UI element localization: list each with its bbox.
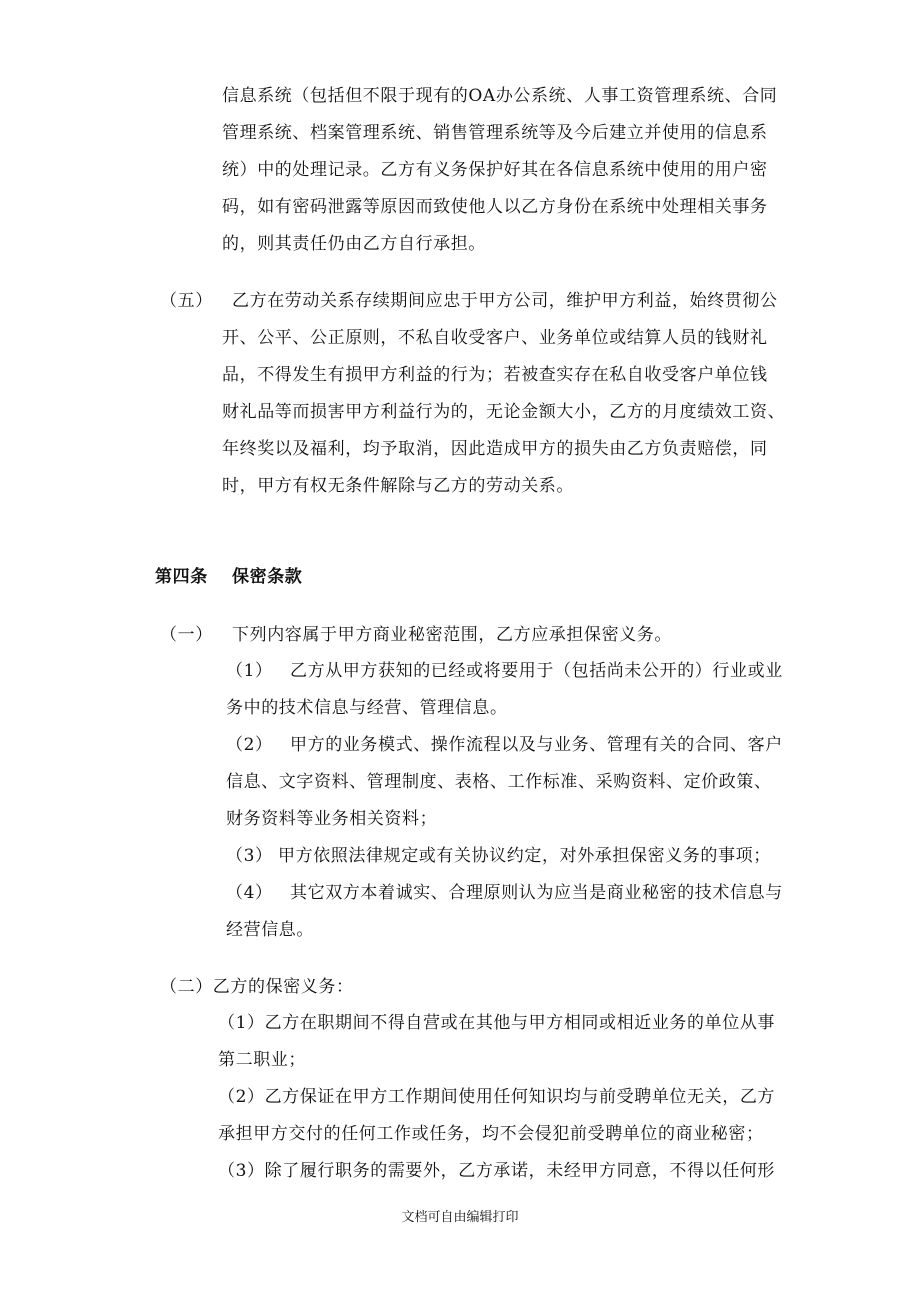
paragraph-line: 时，甲方有权无条件解除与乙方的劳动关系。 — [222, 476, 574, 496]
item-line: 乙方从甲方获知的已经或将要用于（包括尚未公开的）行业或业 — [290, 661, 783, 681]
paragraph-line: 统）中的处理记录。乙方有义务保护好其在各信息系统中使用的用户密 — [222, 160, 768, 180]
paragraph-line: 财礼品等而损害甲方利益行为的，无论金额大小，乙方的月度绩效工资、 — [222, 402, 786, 422]
paragraph-line: 码，如有密码泄露等原因而致使他人以乙方身份在系统中处理相关事务 — [222, 197, 768, 217]
clause-label: （一） — [160, 625, 213, 645]
item-number: （3） — [226, 846, 273, 866]
article-number: 第四条 — [155, 567, 208, 587]
item-line: 甲方依照法律规定或有关协议约定，对外承担保密义务的事项； — [278, 846, 771, 866]
paragraph-line: 品，不得发生有损甲方利益的行为；若被查实存在私自收受客户单位钱 — [222, 365, 768, 385]
paragraph-line: 年终奖以及福利，均予取消，因此造成甲方的损失由乙方负责赔偿，同 — [222, 439, 768, 459]
item-number: （1） — [226, 661, 273, 681]
clause-label: （五） — [160, 291, 213, 311]
paragraph-line: 的，则其责任仍由乙方自行承担。 — [222, 234, 486, 254]
item-line: 经营信息。 — [226, 920, 314, 940]
paragraph-line: 乙方在劳动关系存续期间应忠于甲方公司，维护甲方利益，始终贯彻公 — [232, 291, 778, 311]
item-line: 承担甲方交付的任何工作或任务，均不会侵犯前受聘单位的商业秘密； — [218, 1124, 764, 1144]
paragraph-line: 开、公平、公正原则，不私自收受客户、业务单位或结算人员的钱财礼 — [222, 328, 768, 348]
item-number: （2） — [226, 735, 273, 755]
paragraph-line: 信息系统（包括但不限于现有的OA办公系统、人事工资管理系统、合同 — [222, 86, 778, 106]
clause-label: （二）乙方的保密义务： — [160, 977, 354, 997]
item-line: 财务资料等业务相关资料； — [226, 809, 438, 829]
page-footer: 文档可自由编辑打印 — [401, 1210, 519, 1225]
item-line: 信息、文字资料、管理制度、表格、工作标准、采购资料、定价政策、 — [226, 772, 772, 792]
item-line: 务中的技术信息与经营、管理信息。 — [226, 698, 508, 718]
item-line: （1）乙方在职期间不得自营或在其他与甲方相同或相近业务的单位从事 — [218, 1013, 776, 1033]
paragraph-line: 下列内容属于甲方商业秘密范围，乙方应承担保密义务。 — [232, 625, 672, 645]
item-number: （4） — [226, 883, 273, 903]
item-line: 其它双方本着诚实、合理原则认为应当是商业秘密的技术信息与 — [290, 883, 783, 903]
paragraph-line: 管理系统、档案管理系统、销售管理系统等及今后建立并使用的信息系 — [222, 123, 768, 143]
item-line: 第二职业； — [218, 1050, 306, 1070]
article-title: 保密条款 — [232, 567, 303, 587]
item-line: 甲方的业务模式、操作流程以及与业务、管理有关的合同、客户 — [290, 735, 783, 755]
item-line: （2）乙方保证在甲方工作期间使用任何知识均与前受聘单位无关，乙方 — [218, 1087, 776, 1107]
item-line: （3）除了履行职务的需要外，乙方承诺，未经甲方同意，不得以任何形 — [218, 1161, 776, 1181]
